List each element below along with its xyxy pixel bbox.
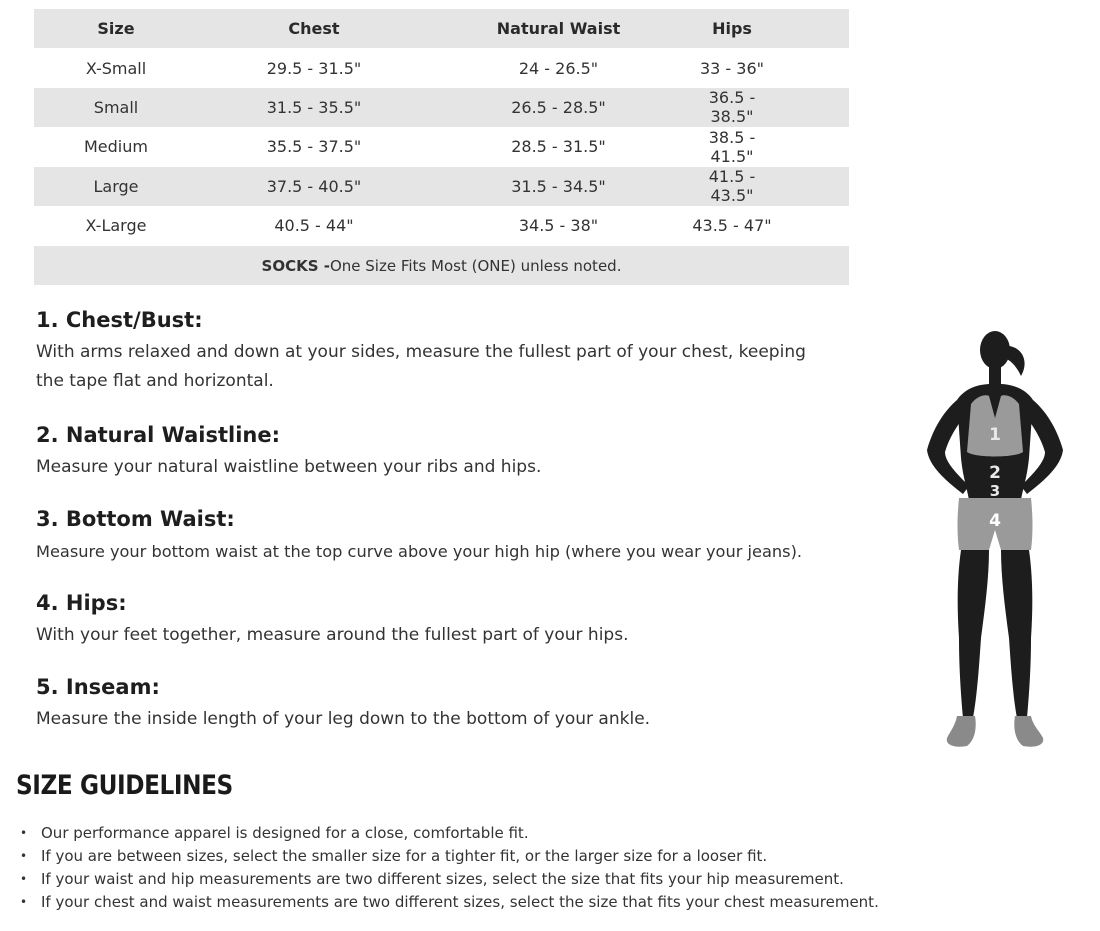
chest-cell: 40.5 - 44" <box>274 216 354 236</box>
table-row <box>34 167 849 206</box>
measurement-title: 5. Inseam: <box>36 675 160 699</box>
guideline-text: If you are between sizes, select the smaller size for a tighter fit, or the larger size for a looser fit. <box>41 847 768 865</box>
hips-cell: 43.5 - 47" <box>692 216 772 236</box>
waist-cell: 34.5 - 38" <box>518 216 599 236</box>
socks-note <box>34 246 849 285</box>
column-header-chest: Chest <box>288 19 340 39</box>
measurement-text: With arms relaxed and down at your sides, measure the fullest part of your chest, keeping the tape flat and horizontal. <box>36 342 806 391</box>
waist-cell: 28.5 - 31.5" <box>511 137 606 157</box>
waist-cell: 26.5 - 28.5" <box>511 97 606 117</box>
marker-2: 2 <box>989 463 1001 483</box>
measurement-text: Measure your natural waistline between your ribs and hips. <box>36 457 542 477</box>
bullet-icon: • <box>20 872 28 886</box>
marker-3: 3 <box>989 482 1001 500</box>
waist-cell: 24 - 26.5" <box>518 58 599 78</box>
marker-4: 4 <box>989 511 1001 531</box>
hips-cell: 41.5 - 43.5" <box>708 167 756 206</box>
list-item <box>20 891 879 914</box>
column-header-size: Size <box>97 19 135 39</box>
measurement-title: 2. Natural Waistline: <box>36 423 280 447</box>
bullet-icon: • <box>20 826 28 840</box>
hips-cell: 36.5 - 38.5" <box>708 88 756 127</box>
measurement-inseam <box>36 675 906 734</box>
measurement-title: 1. Chest/Bust: <box>36 308 203 332</box>
size-guidelines-title: SIZE GUIDELINES <box>16 770 233 801</box>
guideline-text: If your chest and waist measurements are two different sizes, select the size that fits your chest measurement. <box>41 893 879 911</box>
chest-cell: 29.5 - 31.5" <box>266 58 362 78</box>
measurement-text: With your feet together, measure around the fullest part of your hips. <box>36 625 629 645</box>
size-guidelines-list <box>20 822 879 914</box>
measurement-title: 3. Bottom Waist: <box>36 507 235 531</box>
body-measurement-silhouette-icon <box>905 318 1085 758</box>
measurement-bottom-waist <box>36 507 916 566</box>
measurement-text: Measure the inside length of your leg down to the bottom of your ankle. <box>36 709 651 729</box>
table-row <box>34 206 849 245</box>
bullet-icon: • <box>20 895 28 909</box>
size-cell: X-Large <box>85 216 147 236</box>
measurement-hips <box>36 591 906 650</box>
chest-cell: 31.5 - 35.5" <box>266 97 362 117</box>
measurement-natural-waistline <box>36 423 906 482</box>
size-cell: Medium <box>84 137 148 157</box>
guideline-text: Our performance apparel is designed for a close, comfortable fit. <box>41 824 529 842</box>
column-header-natural-waist: Natural Waist <box>496 19 621 39</box>
measurement-text: Measure your bottom waist at the top curve above your high hip (where you wear your jeans). <box>36 542 803 561</box>
waist-cell: 31.5 - 34.5" <box>511 176 606 196</box>
chest-cell: 37.5 - 40.5" <box>266 176 362 196</box>
list-item <box>20 868 879 891</box>
size-cell: Large <box>93 176 139 196</box>
size-cell: X-Small <box>85 58 147 78</box>
socks-text: One Size Fits Most (ONE) unless noted. <box>329 256 622 275</box>
guideline-text: If your waist and hip measurements are two different sizes, select the size that fits your hip measurement. <box>41 870 844 888</box>
hips-cell: 38.5 - 41.5" <box>708 127 756 166</box>
size-cell: Small <box>93 97 139 117</box>
size-chart-table <box>34 9 849 285</box>
marker-1: 1 <box>989 425 1001 445</box>
list-item <box>20 845 879 868</box>
measurement-title: 4. Hips: <box>36 591 127 615</box>
list-item <box>20 822 879 845</box>
table-row <box>34 88 849 127</box>
table-row <box>34 48 849 87</box>
table-row <box>34 127 849 166</box>
hips-cell: 33 - 36" <box>699 58 765 78</box>
column-header-hips: Hips <box>712 19 752 39</box>
measurement-chest <box>36 308 816 396</box>
bullet-icon: • <box>20 849 28 863</box>
socks-label: SOCKS - <box>261 256 330 275</box>
table-header-row <box>34 9 849 48</box>
chest-cell: 35.5 - 37.5" <box>266 137 362 157</box>
